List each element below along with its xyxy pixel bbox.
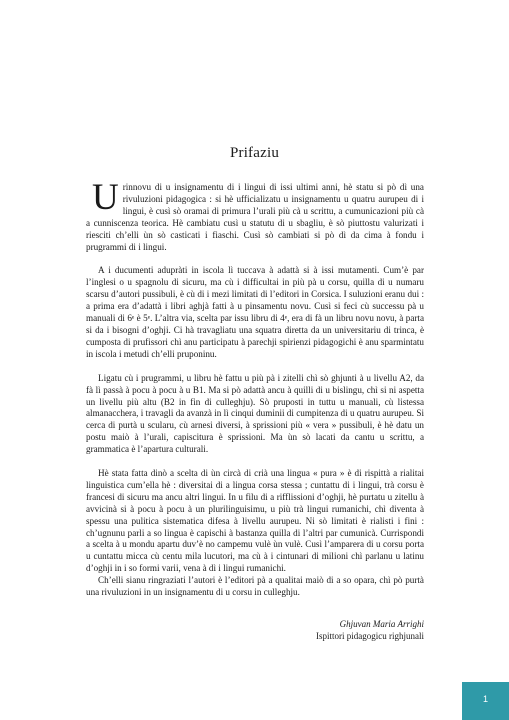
paragraph-3: Ligatu cù i prugrammi, u libru hè fattu u più pà i zitelli chì sò ghjunti à u livellu A2, da fà lì passà à pocu à pocu à u B1. Ma si pò adattà ancu à quilli di u bislingu, chì si ni aspetta un livellu più altu (B2 in fin di culleghju). Sò pruposti in tuttu u manuali, cù listessa almanacchera, i travagli da avanzà in lì cinqui duminii di cumpitenza di u quatru aurupeu. Si cerca di purtà u scularu, cù arnesi diversi, à sprissioni più « vera » pussibuli, è hè datu un postu maiò à l’urali, capiscitura è sprissioni. Ma ùn sò lacati da cantu u scrittu, a grammatica è l’apartura culturali. <box>86 372 424 455</box>
paragraph-1 <box>86 177 424 253</box>
paragraph-5: Ch’elli sianu ringraziati l’autori è l’editori pà a qualitai maiò di a so opara, chì pò purtà una rivuluzioni in un insignamentu di u corsu in culleghju. <box>86 575 424 598</box>
signature-name: Ghjuvan Maria Arrighi <box>339 619 424 629</box>
page-number: 1 <box>482 694 488 704</box>
signature-role: Ispittori pidagogicu righjunali <box>316 631 424 641</box>
drop-cap: U <box>92 177 119 218</box>
signature-block <box>316 618 424 642</box>
preface-body <box>86 177 424 611</box>
paragraph-1-text: rinnovu di u insignamentu di i lingui di issi ultimi anni, hè statu si pò dì una rivuluzioni pidagogica : si hè ufficializatu u insignamentu u quatru aurupeu di i lingui, è cusì sò oramai di primura l’urali più cà u scrittu, a cumunicazioni più cà a cunniscenza teorica. Hè cambiatu cusì u statutu di u sbagliu, è sò piuttostu valurizati i riesciti ch’elli ùn sò casticati i fiaschi. Cusì sò cambiati si pò dì da cima à fondu i prugrammi di i lingui. <box>86 182 424 252</box>
page-number-tab <box>462 682 509 720</box>
paragraph-4: Hè stata fatta dinò a scelta di ùn circà di crià una lingua « pura » è di rispittà a rialitai linguistica cum’ella hè : diversitai di a lingua corsa stessa ; cuntattu di i lingui, trà corsu è francesi di sicuru ma ancu altri lingui. In u filu di a rifflissioni d’oghji, hè purtatu u zitellu à avvicinà si à pocu à pocu à un plurilinguisimu, u più trà lingui rumanichi, chì diventa à spessu una pulitica sistematica difesa à livellu aurupeu. Ni sò limitati è rialisti i fini : ch’ugnunu parli a so lingua è capischi à bastanza quilla di l’altri par cumunicà. Currispondi a scelta à u mondu apartu duv’è no campemu vulè ùn vulè. Cusì l’amparera di u corsu porta u cuntattu micca cù centu mila lucutori, ma cù à i cintunari di milioni chì parlanu u latinu d’oghji in i so formi varii, vena à dì i lingui rumanichi. <box>86 468 424 574</box>
page-title: Prifaziu <box>229 145 280 161</box>
paragraph-2: A i ducumenti adupràti in iscola lì tuccava à adattà si à issi mutamenti. Cum’è par l’inglesi o u spagnolu di sicuru, ma cù i difficultai in più pà u corsu, quilla di u numaru scarsu d’autori pussibuli, è cù di i mezi limitati di l’editori in Corsica. I suluzioni eranu dui : a prima era d’adattà i libri aghjà fatti à u pinsamentu novu. Cusì si feci cù successu pà u manuali di 6ᵉ è 5ᵉ. L’altra via, scelta par issu libru di 4ᵉ, era di fà un libru novu novu, à parta si da i bisogni d’oghji. Ci hà travagliatu una squatra diretta da un universitariu di trinca, è cumposta di prufissori chì anu participatu à parechji spirienzi pidagogichi è anu sparmintatu in iscola i metudi ch’elli pruponinu. <box>86 265 424 359</box>
